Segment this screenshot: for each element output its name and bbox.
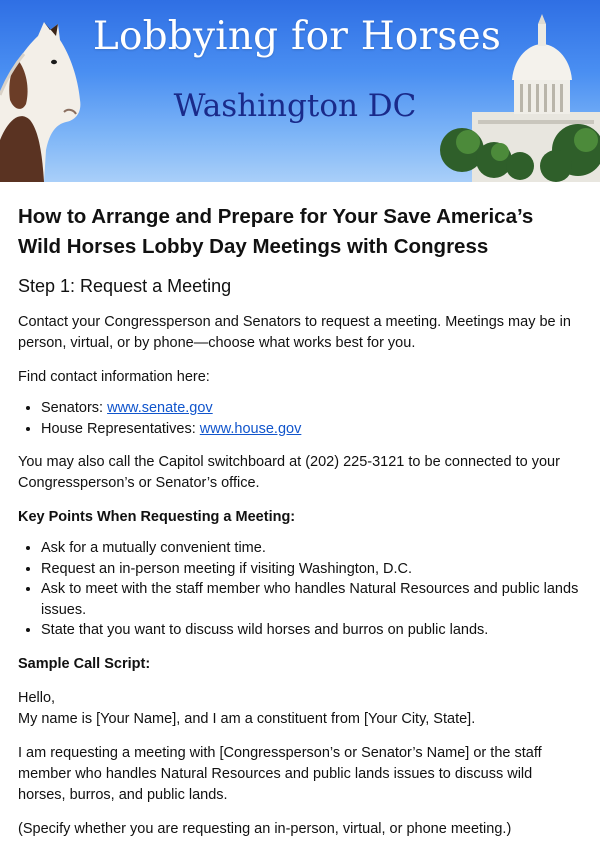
banner-title: Lobbying for Horses [92,14,502,59]
script-name: My name is [Your Name], and I am a constituent from [Your City, State]. [18,710,476,727]
house-link[interactable]: www.house.gov [199,420,302,437]
contact-label-house: House Representatives: [41,420,200,437]
script-request: I am requesting a meeting with [Congressperson’s or Senator’s Name] or the staff member who handles Natural Resources and public lands issues to discuss wild horses, burros, and public lands. [18,744,542,803]
list-item: • State that you want to discuss wild horses and burros on public lands. [41,620,582,641]
key-points-heading: Key Points When Requesting a Meeting: [18,509,296,525]
switchboard-paragraph: You may also call the Capitol switchboard at (202) 225-3121 to be connected to your Congressperson’s or Senator’s office. [18,454,560,491]
list-item [41,419,582,440]
list-item [41,398,582,419]
step1-heading: Step 1: Request a Meeting [18,276,232,296]
list-item: • Ask for a mutually convenient time. [41,538,582,559]
list-item: • Ask to meet with the staff member who handles Natural Resources and public lands issues. [41,579,582,620]
page-title-line2: Wild Horses Lobby Day Meetings with Congress [18,235,489,258]
list-item: • Request an in-person meeting if visiting Washington, D.C. [41,559,582,580]
page-title-line1: How to Arrange and Prepare for Your Save America’s [18,205,534,228]
page-title [18,202,582,262]
contact-label-senators: Senators: [41,400,108,416]
script-hello: Hello, [18,689,56,706]
intro-paragraph: Contact your Congressperson and Senators to request a meeting. Meetings may be in person, virtual, or by phone—choose what works best for you. [18,314,571,351]
banner-subtitle: Washington DC [173,88,417,124]
horse-icon [0,22,80,182]
header-banner [0,0,600,182]
find-contact-text: Find contact information here: [18,369,210,385]
script-heading: Sample Call Script: [18,655,151,672]
contact-list [18,398,582,439]
key-points-list [18,538,582,641]
script-specify: (Specify whether you are requesting an in-person, virtual, or phone meeting.) [18,820,512,837]
senate-link[interactable]: www.senate.gov [107,400,213,416]
article-body [0,202,600,840]
